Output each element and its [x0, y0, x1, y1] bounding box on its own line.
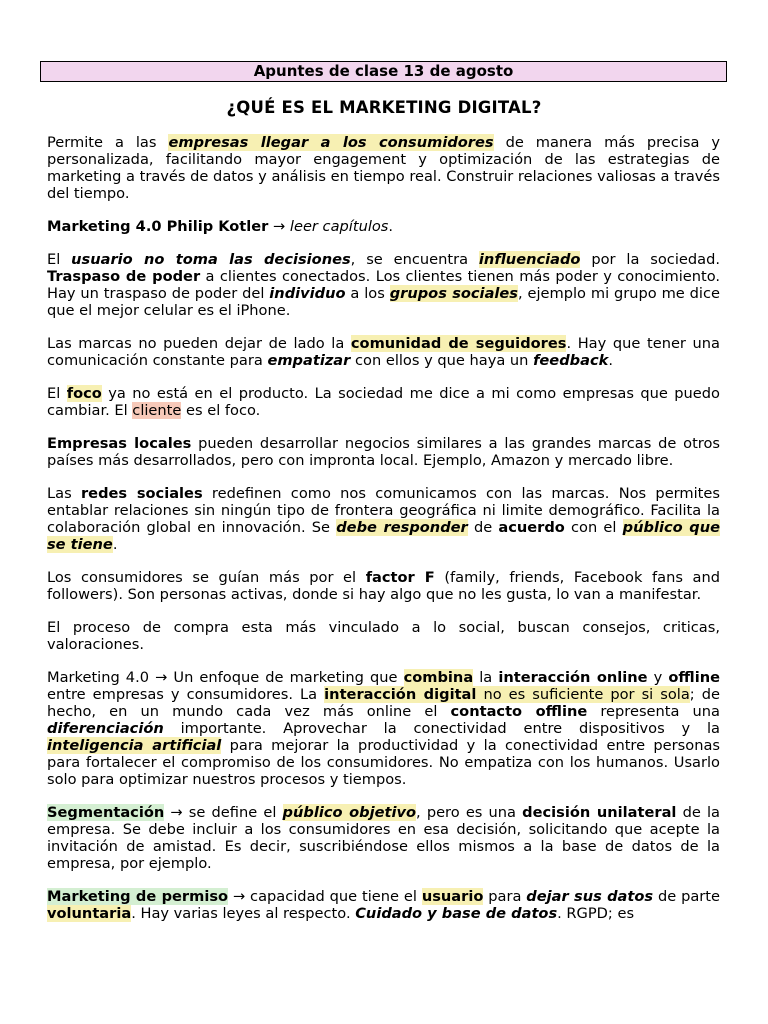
- text: → se define el: [164, 804, 283, 821]
- paragraph-2: [47, 218, 720, 235]
- text: leer capítulos: [289, 218, 389, 235]
- highlight: combina: [403, 669, 474, 686]
- text: El: [47, 251, 72, 268]
- text: de la empresa. Se debe incluir a los consumidores en esa decisión, solicitando que acepte la invitación de amistad. Es decir, suscribiéndose ellos mismos a la base de datos de la empresa, por ejemplo.: [47, 804, 720, 872]
- text: contacto offline: [450, 703, 588, 720]
- text: , ejemplo mi grupo me dice que el mejor celular es el iPhone.: [47, 285, 720, 319]
- text: redes sociales: [80, 485, 203, 502]
- text: pueden desarrollar negocios similares a las grandes marcas de otros países más desarrollados, pero con impronta local. Ejemplo, Amazon y mercado libre.: [47, 435, 720, 469]
- arrow-icon: →: [268, 218, 290, 235]
- text: interacción online: [498, 669, 648, 686]
- text: diferenciación: [47, 720, 164, 737]
- text: empatizar: [267, 352, 351, 369]
- paragraph-5: [47, 385, 720, 419]
- paragraph-1: [47, 134, 720, 202]
- highlight: usuario: [421, 888, 484, 905]
- text: Marketing 4.0 Philip Kotler: [47, 218, 269, 235]
- highlight: empresas llegar a los consumidores: [168, 134, 494, 151]
- text: , pero es una: [416, 804, 523, 821]
- text: por la sociedad.: [580, 251, 720, 268]
- paragraph-8: [47, 569, 720, 603]
- text: offline: [668, 669, 720, 686]
- text: Permite a las: [47, 134, 169, 151]
- text: de: [467, 519, 499, 536]
- text: Los consumidores se guían más por el: [47, 569, 366, 586]
- highlight: cliente: [132, 402, 182, 419]
- text: con ellos y que haya un: [350, 352, 534, 369]
- text: para mejorar la productividad y la conectividad entre personas para fortalecer el compromiso de los consumidores. No empatiza con los humanos. Usarlo solo para optimizar nuestros procesos y tiempos.: [47, 737, 720, 788]
- paragraph-12: [47, 888, 720, 922]
- text: redefinen como nos comunicamos con las marcas. Nos permites entablar relaciones sin ningún tipo de frontera geográfica ni limite demográfico. Facilita la colaboración global en innovación. Se: [47, 485, 720, 536]
- class-notes-header: Apuntes de clase 13 de agosto: [40, 61, 727, 82]
- highlight: no es suficiente por si sola: [476, 686, 690, 703]
- highlight: foco: [66, 385, 102, 402]
- text: Empresas locales: [47, 435, 192, 452]
- paragraph-4: [47, 335, 720, 369]
- text: (family, friends, Facebook fans and followers). Son personas activas, donde si hay algo que no les gusta, lo van a manifestar.: [47, 569, 720, 603]
- page-title: ¿QUÉ ES EL MARKETING DIGITAL?: [226, 98, 542, 117]
- highlight: Segmentación: [47, 804, 165, 821]
- highlight: público que se tiene: [47, 519, 720, 553]
- text: Traspaso de poder: [47, 268, 201, 285]
- text: El: [47, 385, 67, 402]
- text: a clientes conectados. Los clientes tienen más poder y conocimiento. Hay un traspaso de poder del: [47, 268, 721, 302]
- text: .: [112, 536, 118, 553]
- text: Las: [47, 485, 81, 502]
- text: Cuidado y base de datos: [355, 905, 558, 922]
- text: dejar sus datos: [526, 888, 654, 905]
- text: Marketing 4.0 → Un enfoque de marketing que: [47, 669, 404, 686]
- text: a los: [345, 285, 390, 302]
- highlight: Marketing de permiso: [47, 888, 229, 905]
- text: . Hay que tener una comunicación constante para: [47, 335, 720, 369]
- text: ; de hecho, en un mundo cada vez más online el: [47, 686, 720, 720]
- text: feedback: [533, 352, 609, 369]
- highlight: voluntaria: [47, 905, 132, 922]
- text: .: [388, 218, 394, 235]
- text: . Hay varias leyes al respecto.: [131, 905, 356, 922]
- document-body: [47, 134, 720, 938]
- text: decisión unilateral: [522, 804, 677, 821]
- text: factor F: [365, 569, 435, 586]
- text: la: [473, 669, 499, 686]
- text: de manera más precisa y personalizada, facilitando mayor engagement y optimización de las estrategias de marketing a través de datos y análisis en tiempo real. Construir relaciones valiosas a través del tiempo.: [47, 134, 721, 202]
- highlight: debe responder: [336, 519, 468, 536]
- text: .: [608, 352, 613, 369]
- text: . RGPD; es: [557, 905, 635, 922]
- text: es el foco.: [181, 402, 261, 419]
- text: representa una: [587, 703, 721, 720]
- highlight: grupos sociales: [389, 285, 518, 302]
- text: , se encuentra: [350, 251, 479, 268]
- text: importante. Aprovechar la conectividad entre dispositivos y la: [163, 720, 720, 737]
- text: para: [483, 888, 527, 905]
- highlight: interacción digital: [324, 686, 477, 703]
- text: individuo: [269, 285, 346, 302]
- text: ya no está en el producto. La sociedad me dice a mi como empresas que puedo cambiar. El: [47, 385, 720, 419]
- text: → capacidad que tiene el: [228, 888, 422, 905]
- paragraph-3: [47, 251, 720, 319]
- paragraph-7: [47, 485, 720, 553]
- text: con el: [564, 519, 623, 536]
- text: acuerdo: [498, 519, 565, 536]
- text: usuario no toma las decisiones: [71, 251, 351, 268]
- text: entre empresas y consumidores. La: [47, 686, 325, 703]
- text: El proceso de compra esta más vinculado a lo social, buscan consejos, criticas, valoraciones.: [47, 619, 720, 653]
- paragraph-11: [47, 804, 720, 872]
- highlight: influenciado: [478, 251, 581, 268]
- paragraph-9: [47, 619, 720, 653]
- text: Las marcas no pueden dejar de lado la: [47, 335, 351, 352]
- highlight: público objetivo: [282, 804, 417, 821]
- highlight: inteligencia artificial: [47, 737, 222, 754]
- highlight: comunidad de seguidores: [350, 335, 567, 352]
- paragraph-6: [47, 435, 720, 469]
- text: y: [647, 669, 669, 686]
- paragraph-10: [47, 669, 720, 788]
- text: de parte: [653, 888, 721, 905]
